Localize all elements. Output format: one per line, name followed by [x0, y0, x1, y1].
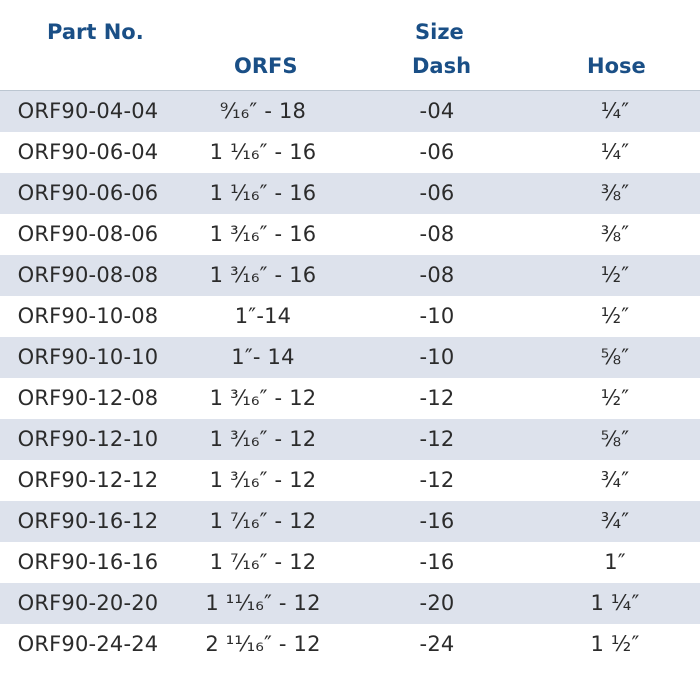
header-part-no: Part No.: [47, 20, 144, 44]
header-hose: Hose: [587, 54, 646, 78]
cell-dash: -16: [419, 550, 455, 574]
cell-orfs: 1 ⁷⁄₁₆″ - 12: [209, 550, 317, 574]
table-row: [0, 255, 700, 296]
cell-orfs: 1 ³⁄₁₆″ - 16: [209, 263, 317, 287]
cell-part-no: ORF90-24-24: [17, 632, 159, 656]
cell-orfs: 1 ¹¹⁄₁₆″ - 12: [205, 591, 321, 615]
cell-part-no: ORF90-20-20: [17, 591, 159, 615]
cell-hose: ⅜″: [600, 181, 630, 205]
header-orfs: ORFS: [234, 54, 298, 78]
cell-dash: -12: [419, 427, 455, 451]
cell-hose: 1 ½″: [590, 632, 640, 656]
table-row: [0, 296, 700, 337]
table-header: [0, 0, 700, 91]
cell-part-no: ORF90-16-16: [17, 550, 159, 574]
cell-part-no: ORF90-12-10: [17, 427, 159, 451]
table-row: [0, 460, 700, 501]
cell-hose: 1″: [604, 550, 626, 574]
cell-part-no: ORF90-10-08: [17, 304, 159, 328]
header-dash: Dash: [412, 54, 472, 78]
cell-part-no: ORF90-12-12: [17, 468, 159, 492]
cell-hose: ½″: [600, 304, 630, 328]
table-row: [0, 583, 700, 624]
table-row: [0, 542, 700, 583]
cell-hose: ½″: [600, 263, 630, 287]
cell-orfs: 1 ³⁄₁₆″ - 12: [209, 386, 317, 410]
cell-orfs: ⁹⁄₁₆″ - 18: [219, 99, 307, 123]
cell-part-no: ORF90-08-06: [17, 222, 159, 246]
cell-orfs: 1 ⁷⁄₁₆″ - 12: [209, 509, 317, 533]
cell-dash: -16: [419, 509, 455, 533]
table-row: [0, 337, 700, 378]
cell-part-no: ORF90-12-08: [17, 386, 159, 410]
cell-dash: -10: [419, 345, 455, 369]
cell-hose: ¼″: [600, 140, 630, 164]
cell-hose: ¾″: [600, 468, 630, 492]
cell-orfs: 1 ³⁄₁₆″ - 12: [209, 468, 317, 492]
cell-dash: -06: [419, 181, 455, 205]
table-row: [0, 501, 700, 542]
cell-dash: -12: [419, 468, 455, 492]
cell-orfs: 1 ¹⁄₁₆″ - 16: [209, 140, 317, 164]
cell-orfs: 1″- 14: [231, 345, 295, 369]
cell-dash: -08: [419, 222, 455, 246]
cell-part-no: ORF90-08-08: [17, 263, 159, 287]
cell-part-no: ORF90-10-10: [17, 345, 159, 369]
cell-hose: ⅝″: [600, 345, 630, 369]
cell-hose: ¼″: [600, 99, 630, 123]
cell-orfs: 2 ¹¹⁄₁₆″ - 12: [205, 632, 321, 656]
header-size: Size: [415, 20, 464, 44]
cell-dash: -04: [419, 99, 455, 123]
cell-hose: ⅝″: [600, 427, 630, 451]
cell-dash: -12: [419, 386, 455, 410]
cell-orfs: 1 ³⁄₁₆″ - 16: [209, 222, 317, 246]
table-row: [0, 173, 700, 214]
cell-part-no: ORF90-06-04: [17, 140, 159, 164]
cell-dash: -06: [419, 140, 455, 164]
table-row: [0, 132, 700, 173]
table-row: [0, 91, 700, 132]
cell-hose: ⅜″: [600, 222, 630, 246]
cell-dash: -10: [419, 304, 455, 328]
cell-dash: -08: [419, 263, 455, 287]
cell-orfs: 1″-14: [234, 304, 292, 328]
cell-hose: ½″: [600, 386, 630, 410]
cell-hose: 1 ¼″: [590, 591, 640, 615]
table-row: [0, 419, 700, 460]
cell-orfs: 1 ¹⁄₁₆″ - 16: [209, 181, 317, 205]
cell-orfs: 1 ³⁄₁₆″ - 12: [209, 427, 317, 451]
table-row: [0, 378, 700, 419]
cell-part-no: ORF90-04-04: [17, 99, 159, 123]
cell-dash: -24: [419, 632, 455, 656]
cell-dash: -20: [419, 591, 455, 615]
table-row: [0, 214, 700, 255]
cell-part-no: ORF90-06-06: [17, 181, 159, 205]
table-row: [0, 624, 700, 665]
cell-hose: ¾″: [600, 509, 630, 533]
cell-part-no: ORF90-16-12: [17, 509, 159, 533]
